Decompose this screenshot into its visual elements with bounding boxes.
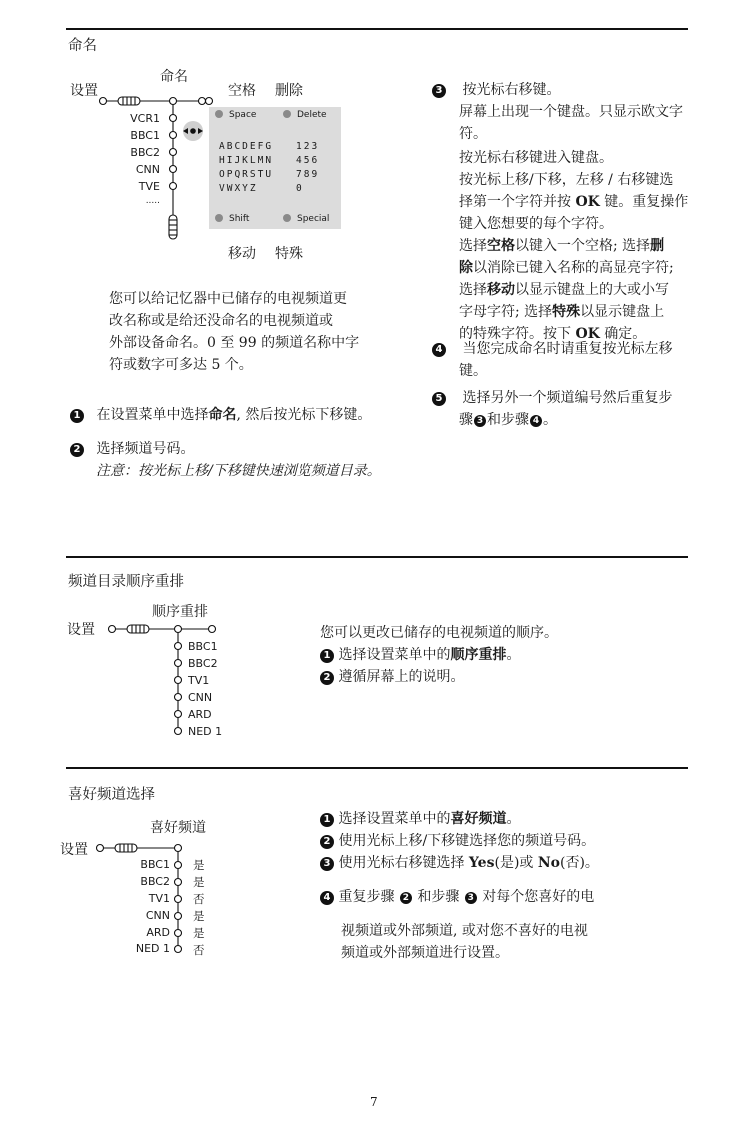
section-title-naming: 命名 xyxy=(68,38,97,54)
channel-item: BBC1 xyxy=(130,129,160,142)
favorites-step-1: 1 选择设置菜单中的喜好频道。 xyxy=(320,808,660,830)
reorder-step-2: 2 遵循屏幕上的说明。 xyxy=(320,666,660,688)
favorite-values xyxy=(193,857,205,959)
diagram-naming-label: 命名 xyxy=(160,69,188,85)
step-number-icon: 4 xyxy=(432,343,446,357)
keyboard-digits-row: 123 xyxy=(296,141,320,152)
step-number-icon: 3 xyxy=(432,84,446,98)
keyboard-space-key: Space xyxy=(215,110,256,120)
diagram-settings-label: 设置 xyxy=(60,842,88,858)
channel-item: ARD xyxy=(146,926,170,939)
diagram-reorder-label: 顺序重排 xyxy=(152,604,208,620)
channel-item: BBC2 xyxy=(130,146,160,159)
favorites-step-3: 3 使用光标右移键选择 Yes(是)或 No(否)。 xyxy=(320,852,660,874)
keyboard-letters-row: HIJKLMN xyxy=(219,155,274,166)
channel-item: BBC1 xyxy=(188,640,218,653)
diagram-settings-label: 设置 xyxy=(70,83,98,99)
naming-step-4: 4 当您完成命名时请重复按光标左移 键。 xyxy=(432,338,722,382)
diagram-favorite-label: 喜好频道 xyxy=(150,820,206,836)
shift-dot-icon xyxy=(215,214,223,222)
step-number-icon: 2 xyxy=(320,835,334,849)
delete-dot-icon xyxy=(283,110,291,118)
channel-item: NED 1 xyxy=(135,942,170,955)
favorite-value: 否 xyxy=(193,892,205,906)
section-title-reorder: 频道目录顺序重排 xyxy=(68,574,184,590)
step-number-icon: 3 xyxy=(320,857,334,871)
favorite-value: 否 xyxy=(193,943,205,957)
diagram-space-label: 空格 xyxy=(228,83,256,99)
channel-item: TVE xyxy=(138,180,160,193)
keyboard-digits-row: 456 xyxy=(296,155,320,166)
naming-step-1: 1 在设置菜单中选择命名, 然后按光标下移键。 xyxy=(70,404,420,426)
naming-step-3: 3 按光标右移键。 屏幕上出现一个键盘。只显示欧文字 符。 按光标右移键进入键盘。 按光标上移/下移，左移 / 右移键选 择第一个字符并按 OK 键。重复操作 键入您想要的每个字符。 选择空格以键入一个空格; 选择删 除以消除已键入名称的高显亮字符; 选择移动以显示键盘上的大或小写 字母字符; 选择特殊以显示键盘上 的特殊字符。按下 OK 确定。 xyxy=(432,79,722,345)
channel-item-more: ..... xyxy=(145,196,160,206)
channel-item: VCR1 xyxy=(130,112,160,125)
channel-item: NED 1 xyxy=(188,725,223,738)
channel-item: TV1 xyxy=(188,674,210,687)
step-ref-icon: 2 xyxy=(400,892,412,904)
favorite-value: 是 xyxy=(193,909,205,923)
special-dot-icon xyxy=(283,214,291,222)
channel-item: CNN xyxy=(135,163,160,176)
onscreen-keyboard xyxy=(209,107,341,229)
diagram-move-label: 移动 xyxy=(228,246,256,262)
step-ref-icon: 3 xyxy=(474,415,486,427)
section-title-favorites: 喜好频道选择 xyxy=(68,787,155,803)
keyboard-letters-row: VWXYZ xyxy=(219,183,258,194)
keyboard-letters-row: ABCDEFG xyxy=(219,141,274,152)
keyboard-digits-row: 0 xyxy=(296,183,304,194)
naming-step-5: 5 选择另外一个频道编号然后重复步 骤 3 和步骤 4 。 xyxy=(432,387,722,431)
step-number-icon: 4 xyxy=(320,891,334,905)
favorite-value: 是 xyxy=(193,858,205,872)
channel-item: TV1 xyxy=(148,892,170,905)
channel-item: BBC2 xyxy=(188,657,218,670)
keyboard-digits-row: 789 xyxy=(296,169,320,180)
reorder-tree-lines xyxy=(0,600,300,750)
reorder-instructions xyxy=(320,622,660,688)
favorite-value: 是 xyxy=(193,926,205,940)
keyboard-shift-key: Shift xyxy=(215,214,249,224)
diagram-delete-label: 删除 xyxy=(275,83,303,99)
channel-item: BBC1 xyxy=(140,858,170,871)
diagram-settings-label: 设置 xyxy=(67,622,95,638)
favorites-step-2: 2 使用光标上移/下移键选择您的频道号码。 xyxy=(320,830,660,852)
naming-intro: 您可以给记忆器中已储存的电视频道更 改名称或是给还没命名的电视频道或 外部设备命名。0 至 99 的频道名称中字 符或数字可多达 5 个。 xyxy=(109,291,360,373)
step-number-icon: 1 xyxy=(320,649,334,663)
naming-step-2: 2 选择频道号码。 注意：按光标上移/下移键快速浏览频道目录。 xyxy=(70,438,430,482)
step-number-icon: 1 xyxy=(70,409,84,423)
step-ref-icon: 3 xyxy=(465,892,477,904)
channel-item: BBC2 xyxy=(140,875,170,888)
diagram-special-label: 特殊 xyxy=(275,246,303,262)
keyboard-delete-key: Delete xyxy=(283,110,327,120)
channel-item: ARD xyxy=(188,708,212,721)
space-dot-icon xyxy=(215,110,223,118)
favorites-instructions xyxy=(320,808,660,964)
favorites-step-4: 4 重复步骤 2 和步骤 3 对每个您喜好的电 视频道或外部频道, 或对您不喜好的电视 频道或外部频道进行设置。 xyxy=(320,886,660,964)
keyboard-special-key: Special xyxy=(283,214,329,224)
keyboard-letters-row: OPQRSTU xyxy=(219,169,274,180)
step-number-icon: 2 xyxy=(320,671,334,685)
step-number-icon: 5 xyxy=(432,392,446,406)
page-number: 7 xyxy=(370,1095,378,1109)
section-rule-favorites xyxy=(66,767,688,769)
section-rule-reorder xyxy=(66,556,688,558)
step-ref-icon: 4 xyxy=(530,415,542,427)
channel-item: CNN xyxy=(188,691,213,704)
step-number-icon: 2 xyxy=(70,443,84,457)
reorder-intro: 您可以更改已储存的电视频道的顺序。 xyxy=(320,625,558,641)
favorite-value: 是 xyxy=(193,875,205,889)
channel-item: CNN xyxy=(145,909,170,922)
reorder-step-1: 1 选择设置菜单中的顺序重排。 xyxy=(320,644,660,666)
naming-step-2-note: 注意：按光标上移/下移键快速浏览频道目录。 xyxy=(96,463,381,479)
step-number-icon: 1 xyxy=(320,813,334,827)
